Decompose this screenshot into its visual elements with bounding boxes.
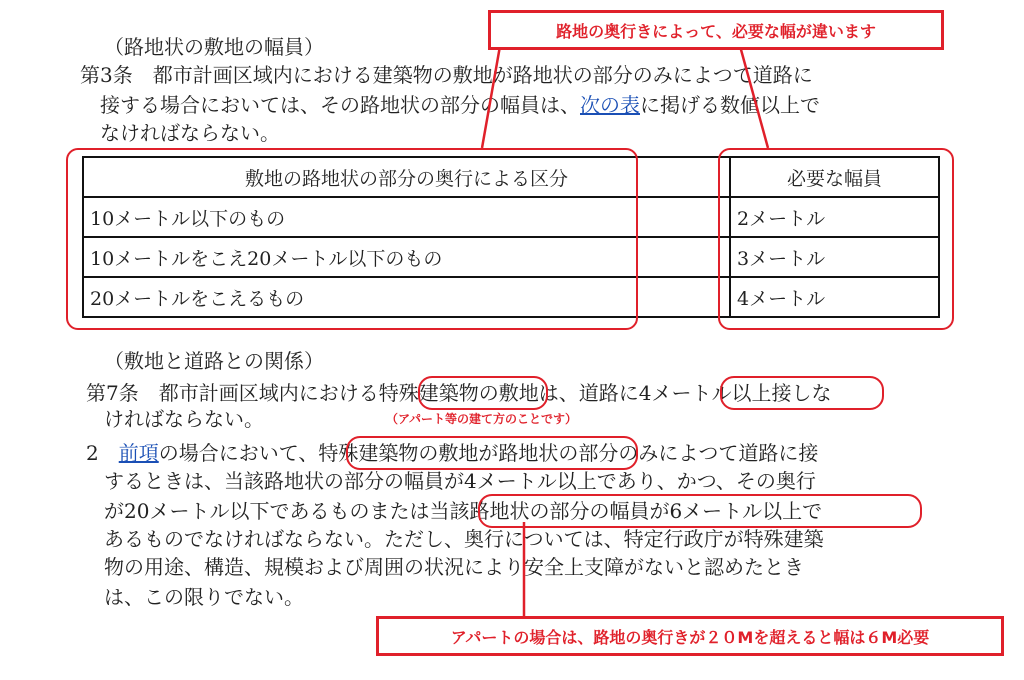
six-meter-width-highlight	[478, 494, 922, 528]
special-building-lot-highlight	[346, 436, 638, 470]
article7-line1: 第7条 都市計画区域内における特殊建築物の敷地は、道路に4メートル以上接しな	[86, 381, 832, 405]
article7-para2-line3: が20メートル以下であるものまたは当該路地状の部分の幅員が6メートル以上で	[104, 499, 823, 523]
article7-para2-line5: 物の用途、構造、規模および周囲の状況により安全上支障がないと認めたとき	[104, 555, 804, 579]
depth-column-highlight	[66, 148, 638, 330]
table-cell-depth: 10メートルをこえ20メートル以下のもの	[83, 237, 730, 277]
article3-caption: （路地状の敷地の幅員）	[104, 35, 324, 59]
table-cell-depth: 10メートル以下のもの	[83, 197, 730, 237]
next-table-link[interactable]: 次の表	[580, 93, 640, 117]
article3-line1: 第3条 都市計画区域内における建築物の敷地が路地状の部分のみによつて道路に	[80, 63, 813, 87]
top-callout: 路地の奥行きによって、必要な幅が違います	[488, 10, 944, 50]
bottom-callout: アパートの場合は、路地の奥行きが２０Mを超えると幅は６M必要	[376, 616, 1004, 656]
paragraph-number: 2	[86, 441, 99, 465]
article3-line2-text-end: に掲げる数値以上で	[640, 93, 820, 117]
table-cell-width: 3メートル	[730, 237, 939, 277]
width-column-highlight	[718, 148, 954, 330]
article7-para2-line2: するときは、当該路地状の部分の幅員が4メートル以上であり、かつ、その奥行	[104, 469, 816, 493]
article7-para2-line6: は、この限りでない。	[104, 585, 304, 609]
special-building-highlight	[418, 376, 548, 410]
table-cell-depth: 20メートルをこえるもの	[83, 277, 730, 317]
article7-line2: ければならない。	[104, 407, 264, 431]
article3-line3: なければならない。	[100, 121, 280, 145]
previous-clause-link[interactable]: 前項	[118, 441, 159, 465]
para2-text: の場合において、特殊建築物の敷地が路地状の部分のみによつて道路に接	[158, 441, 819, 465]
four-meter-highlight	[720, 376, 884, 410]
article3-line2-text: 接する場合においては、その路地状の部分の幅員は、	[100, 93, 580, 117]
table-header-depth: 敷地の路地状の部分の奥行による区分	[83, 157, 730, 197]
apartment-note: （アパート等の建て方のことです）	[386, 412, 578, 426]
article7-caption: （敷地と道路との関係）	[104, 349, 324, 373]
article7-para2-line4: あるものでなければならない。ただし、奥行については、特定行政庁が特殊建築	[104, 527, 824, 551]
table-cell-width: 2メートル	[730, 197, 939, 237]
table-cell-width: 4メートル	[730, 277, 939, 317]
table-header-width: 必要な幅員	[730, 157, 939, 197]
